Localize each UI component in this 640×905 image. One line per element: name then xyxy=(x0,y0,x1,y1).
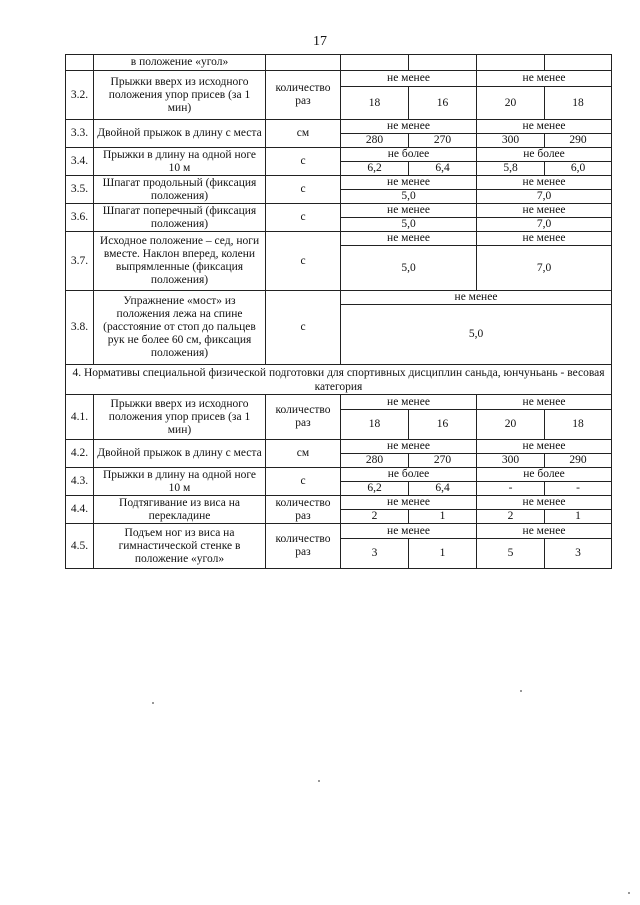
standards-table xyxy=(65,54,612,569)
value-cell: - xyxy=(477,482,545,496)
exercise-name: Прыжки в длину на одной ноге 10 м xyxy=(94,468,266,496)
table-row xyxy=(66,496,612,510)
section-title-row xyxy=(66,365,612,395)
value-cell: 300 xyxy=(477,454,545,468)
row-number: 3.8. xyxy=(66,291,94,365)
value-cell: 6,4 xyxy=(409,482,477,496)
value-cell: 2 xyxy=(477,510,545,524)
norm-header: не более xyxy=(341,468,477,482)
exercise-name: Упражнение «мост» из положения лежа на спине (расстояние от стоп до пальцев рук не более 60 см, фиксация положения) xyxy=(94,291,266,365)
row-number: 4.4. xyxy=(66,496,94,524)
value-cell: 5 xyxy=(477,539,545,569)
table-row xyxy=(66,524,612,539)
table-row xyxy=(66,55,612,71)
norm-header: не менее xyxy=(341,204,477,218)
norm-header: не менее xyxy=(341,524,477,539)
row-number: 3.7. xyxy=(66,232,94,291)
unit-cell: см xyxy=(266,440,341,468)
value-cell: 1 xyxy=(409,539,477,569)
value-cell: 5,0 xyxy=(341,190,477,204)
value-cell: 7,0 xyxy=(477,246,612,291)
value-cell: 2 xyxy=(341,510,409,524)
norm-header: не менее xyxy=(477,71,612,87)
value-cell: 5,0 xyxy=(341,305,612,365)
norm-header: не более xyxy=(477,148,612,162)
value-cell: 16 xyxy=(409,410,477,440)
exercise-name: Двойной прыжок в длину с места xyxy=(94,440,266,468)
unit-cell: с xyxy=(266,204,341,232)
norm-header: не более xyxy=(341,148,477,162)
norm-header: не менее xyxy=(341,291,612,305)
value-cell: 6,4 xyxy=(409,162,477,176)
value-cell: 18 xyxy=(341,410,409,440)
value-cell: 20 xyxy=(477,87,545,120)
unit-cell xyxy=(266,55,341,71)
value-cell: 7,0 xyxy=(477,218,612,232)
exercise-name: Исходное положение – сед, ноги вместе. Наклон вперед, колени выпрямленные (фиксация положения) xyxy=(94,232,266,291)
value-cell: 6,2 xyxy=(341,482,409,496)
norm-header: не менее xyxy=(341,496,477,510)
row-number: 3.3. xyxy=(66,120,94,148)
exercise-name: Прыжки вверх из исходного положения упор присев (за 1 мин) xyxy=(94,395,266,440)
value-cell: 1 xyxy=(409,510,477,524)
norm-header: не менее xyxy=(341,440,477,454)
exercise-name: Шпагат поперечный (фиксация положения) xyxy=(94,204,266,232)
value-cell: 5,0 xyxy=(341,246,477,291)
unit-cell: количество раз xyxy=(266,395,341,440)
norm-header: не менее xyxy=(341,232,477,246)
table-row xyxy=(66,468,612,482)
unit-cell: с xyxy=(266,232,341,291)
value-cell: 290 xyxy=(545,134,612,148)
norm-header: не менее xyxy=(477,176,612,190)
norm-header: не менее xyxy=(341,120,477,134)
value-cell: 270 xyxy=(409,454,477,468)
value-cell: 7,0 xyxy=(477,190,612,204)
exercise-name: Подтягивание из виса на перекладине xyxy=(94,496,266,524)
norm-header: не менее xyxy=(477,232,612,246)
value-cell: 20 xyxy=(477,410,545,440)
exercise-name: Подъем ног из виса на гимнастической стенке в положение «угол» xyxy=(94,524,266,569)
unit-cell: с xyxy=(266,148,341,176)
scan-speck xyxy=(152,702,154,704)
norm-header: не менее xyxy=(341,395,477,410)
table-row xyxy=(66,440,612,454)
value-cell: 1 xyxy=(545,510,612,524)
exercise-name: в положение «угол» xyxy=(94,55,266,71)
exercise-name: Шпагат продольный (фиксация положения) xyxy=(94,176,266,204)
row-number: 3.5. xyxy=(66,176,94,204)
value-cell: 290 xyxy=(545,454,612,468)
exercise-name: Двойной прыжок в длину с места xyxy=(94,120,266,148)
value-cell: 3 xyxy=(545,539,612,569)
table-row xyxy=(66,204,612,218)
table-row xyxy=(66,176,612,190)
value-cell: 18 xyxy=(545,87,612,120)
scan-speck xyxy=(520,690,522,692)
value-cell: 6,0 xyxy=(545,162,612,176)
unit-cell: количество раз xyxy=(266,496,341,524)
exercise-name: Прыжки вверх из исходного положения упор присев (за 1 мин) xyxy=(94,71,266,120)
value-cell: 18 xyxy=(545,410,612,440)
norm-header: не менее xyxy=(341,176,477,190)
unit-cell: с xyxy=(266,291,341,365)
value-cell: 5,0 xyxy=(341,218,477,232)
value-cell: 18 xyxy=(341,87,409,120)
page-number: 17 xyxy=(313,34,327,49)
unit-cell: количество раз xyxy=(266,524,341,569)
norm-header: не менее xyxy=(477,204,612,218)
norm-header: не менее xyxy=(477,395,612,410)
norm-header: не менее xyxy=(477,524,612,539)
row-number: 3.4. xyxy=(66,148,94,176)
row-number: 4.1. xyxy=(66,395,94,440)
table-row xyxy=(66,120,612,134)
row-number: 4.3. xyxy=(66,468,94,496)
value-cell: 300 xyxy=(477,134,545,148)
scan-speck xyxy=(628,892,630,894)
value-cell: - xyxy=(545,482,612,496)
norm-header: не менее xyxy=(341,71,477,87)
scan-speck xyxy=(318,780,320,782)
table-row xyxy=(66,232,612,246)
value-cell: 280 xyxy=(341,134,409,148)
table-row xyxy=(66,291,612,305)
row-number: 3.6. xyxy=(66,204,94,232)
value-cell: 3 xyxy=(341,539,409,569)
table-row xyxy=(66,148,612,162)
unit-cell: см xyxy=(266,120,341,148)
norm-header: не менее xyxy=(477,120,612,134)
row-number xyxy=(66,55,94,71)
value-cell: 280 xyxy=(341,454,409,468)
norm-header: не менее xyxy=(477,440,612,454)
unit-cell: с xyxy=(266,176,341,204)
section-title: 4. Нормативы специальной физической подготовки для спортивных дисциплин саньда, юнчуньань - весовая категория xyxy=(66,365,612,395)
table-row xyxy=(66,71,612,87)
table-row xyxy=(66,395,612,410)
row-number: 4.5. xyxy=(66,524,94,569)
norm-header: не менее xyxy=(477,496,612,510)
norm-header: не более xyxy=(477,468,612,482)
exercise-name: Прыжки в длину на одной ноге 10 м xyxy=(94,148,266,176)
row-number: 3.2. xyxy=(66,71,94,120)
unit-cell: количество раз xyxy=(266,71,341,120)
value-cell: 5,8 xyxy=(477,162,545,176)
value-cell: 6,2 xyxy=(341,162,409,176)
value-cell: 16 xyxy=(409,87,477,120)
row-number: 4.2. xyxy=(66,440,94,468)
value-cell: 270 xyxy=(409,134,477,148)
unit-cell: с xyxy=(266,468,341,496)
